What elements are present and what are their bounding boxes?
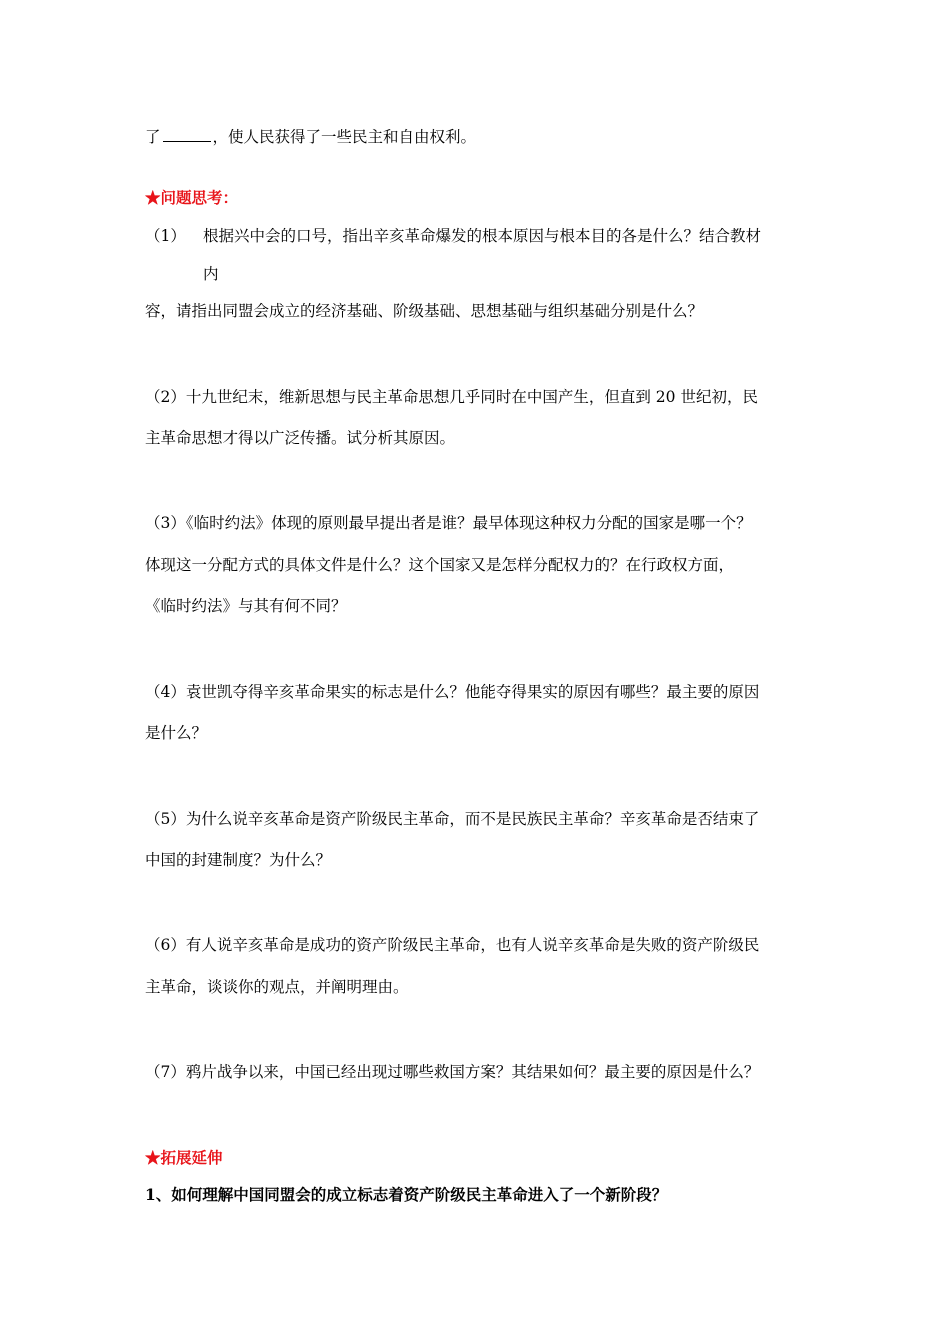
question-7-line-1: （7）鸦片战争以来，中国已经出现过哪些救国方案？其结果如何？最主要的原因是什么？	[145, 1063, 760, 1081]
question-1-line-1	[145, 226, 761, 246]
fill-in-line	[145, 127, 476, 147]
question-6-line-1: （6）有人说辛亥革命是成功的资产阶级民主革命，也有人说辛亥革命是失败的资产阶级民	[145, 936, 760, 954]
question-3-line-2: 体现这一分配方式的具体文件是什么？这个国家又是怎样分配权力的？在行政权方面，	[145, 556, 735, 574]
questions-heading: ★问题思考：	[145, 188, 239, 207]
question-6-line-2: 主革命，谈谈你的观点，并阐明理由。	[145, 978, 409, 996]
fill-prefix: 了	[145, 128, 161, 146]
extension-question-1: 1、如何理解中国同盟会的成立标志着资产阶级民主革命进入了一个新阶段？	[145, 1185, 668, 1204]
extension-heading: ★拓展延伸	[145, 1148, 223, 1167]
question-2-line-2: 主革命思想才得以广泛传播。试分析其原因。	[145, 429, 456, 447]
question-3-line-1: （3）《临时约法》体现的原则最早提出者是谁？最早体现这种权力分配的国家是哪一个？	[145, 514, 752, 532]
question-1-label: （1）	[145, 227, 186, 245]
question-1-text-1: 根据兴中会的口号，指出辛亥革命爆发的根本原因与根本目的各是什么？结合教材	[203, 227, 762, 245]
question-2-line-1: （2）十九世纪末，维新思想与民主革命思想几乎同时在中国产生，但直到 20 世纪初，民	[145, 388, 758, 406]
question-1-line-3: 容，请指出同盟会成立的经济基础、阶级基础、思想基础与组织基础分别是什么？	[145, 302, 704, 320]
question-5-line-1: （5）为什么说辛亥革命是资产阶级民主革命，而不是民族民主革命？辛亥革命是否结束了	[145, 810, 760, 828]
answer-blank[interactable]	[163, 127, 211, 142]
question-4-line-2: 是什么？	[145, 724, 208, 742]
question-1-line-2: 内	[203, 265, 219, 283]
question-5-line-2: 中国的封建制度？为什么？	[145, 851, 332, 869]
question-3-line-3: 《临时约法》与其有何不同？	[145, 597, 347, 615]
fill-suffix: ，使人民获得了一些民主和自由权利。	[212, 128, 477, 146]
question-4-line-1: （4）袁世凯夺得辛亥革命果实的标志是什么？他能夺得果实的原因有哪些？最主要的原因	[145, 683, 760, 701]
